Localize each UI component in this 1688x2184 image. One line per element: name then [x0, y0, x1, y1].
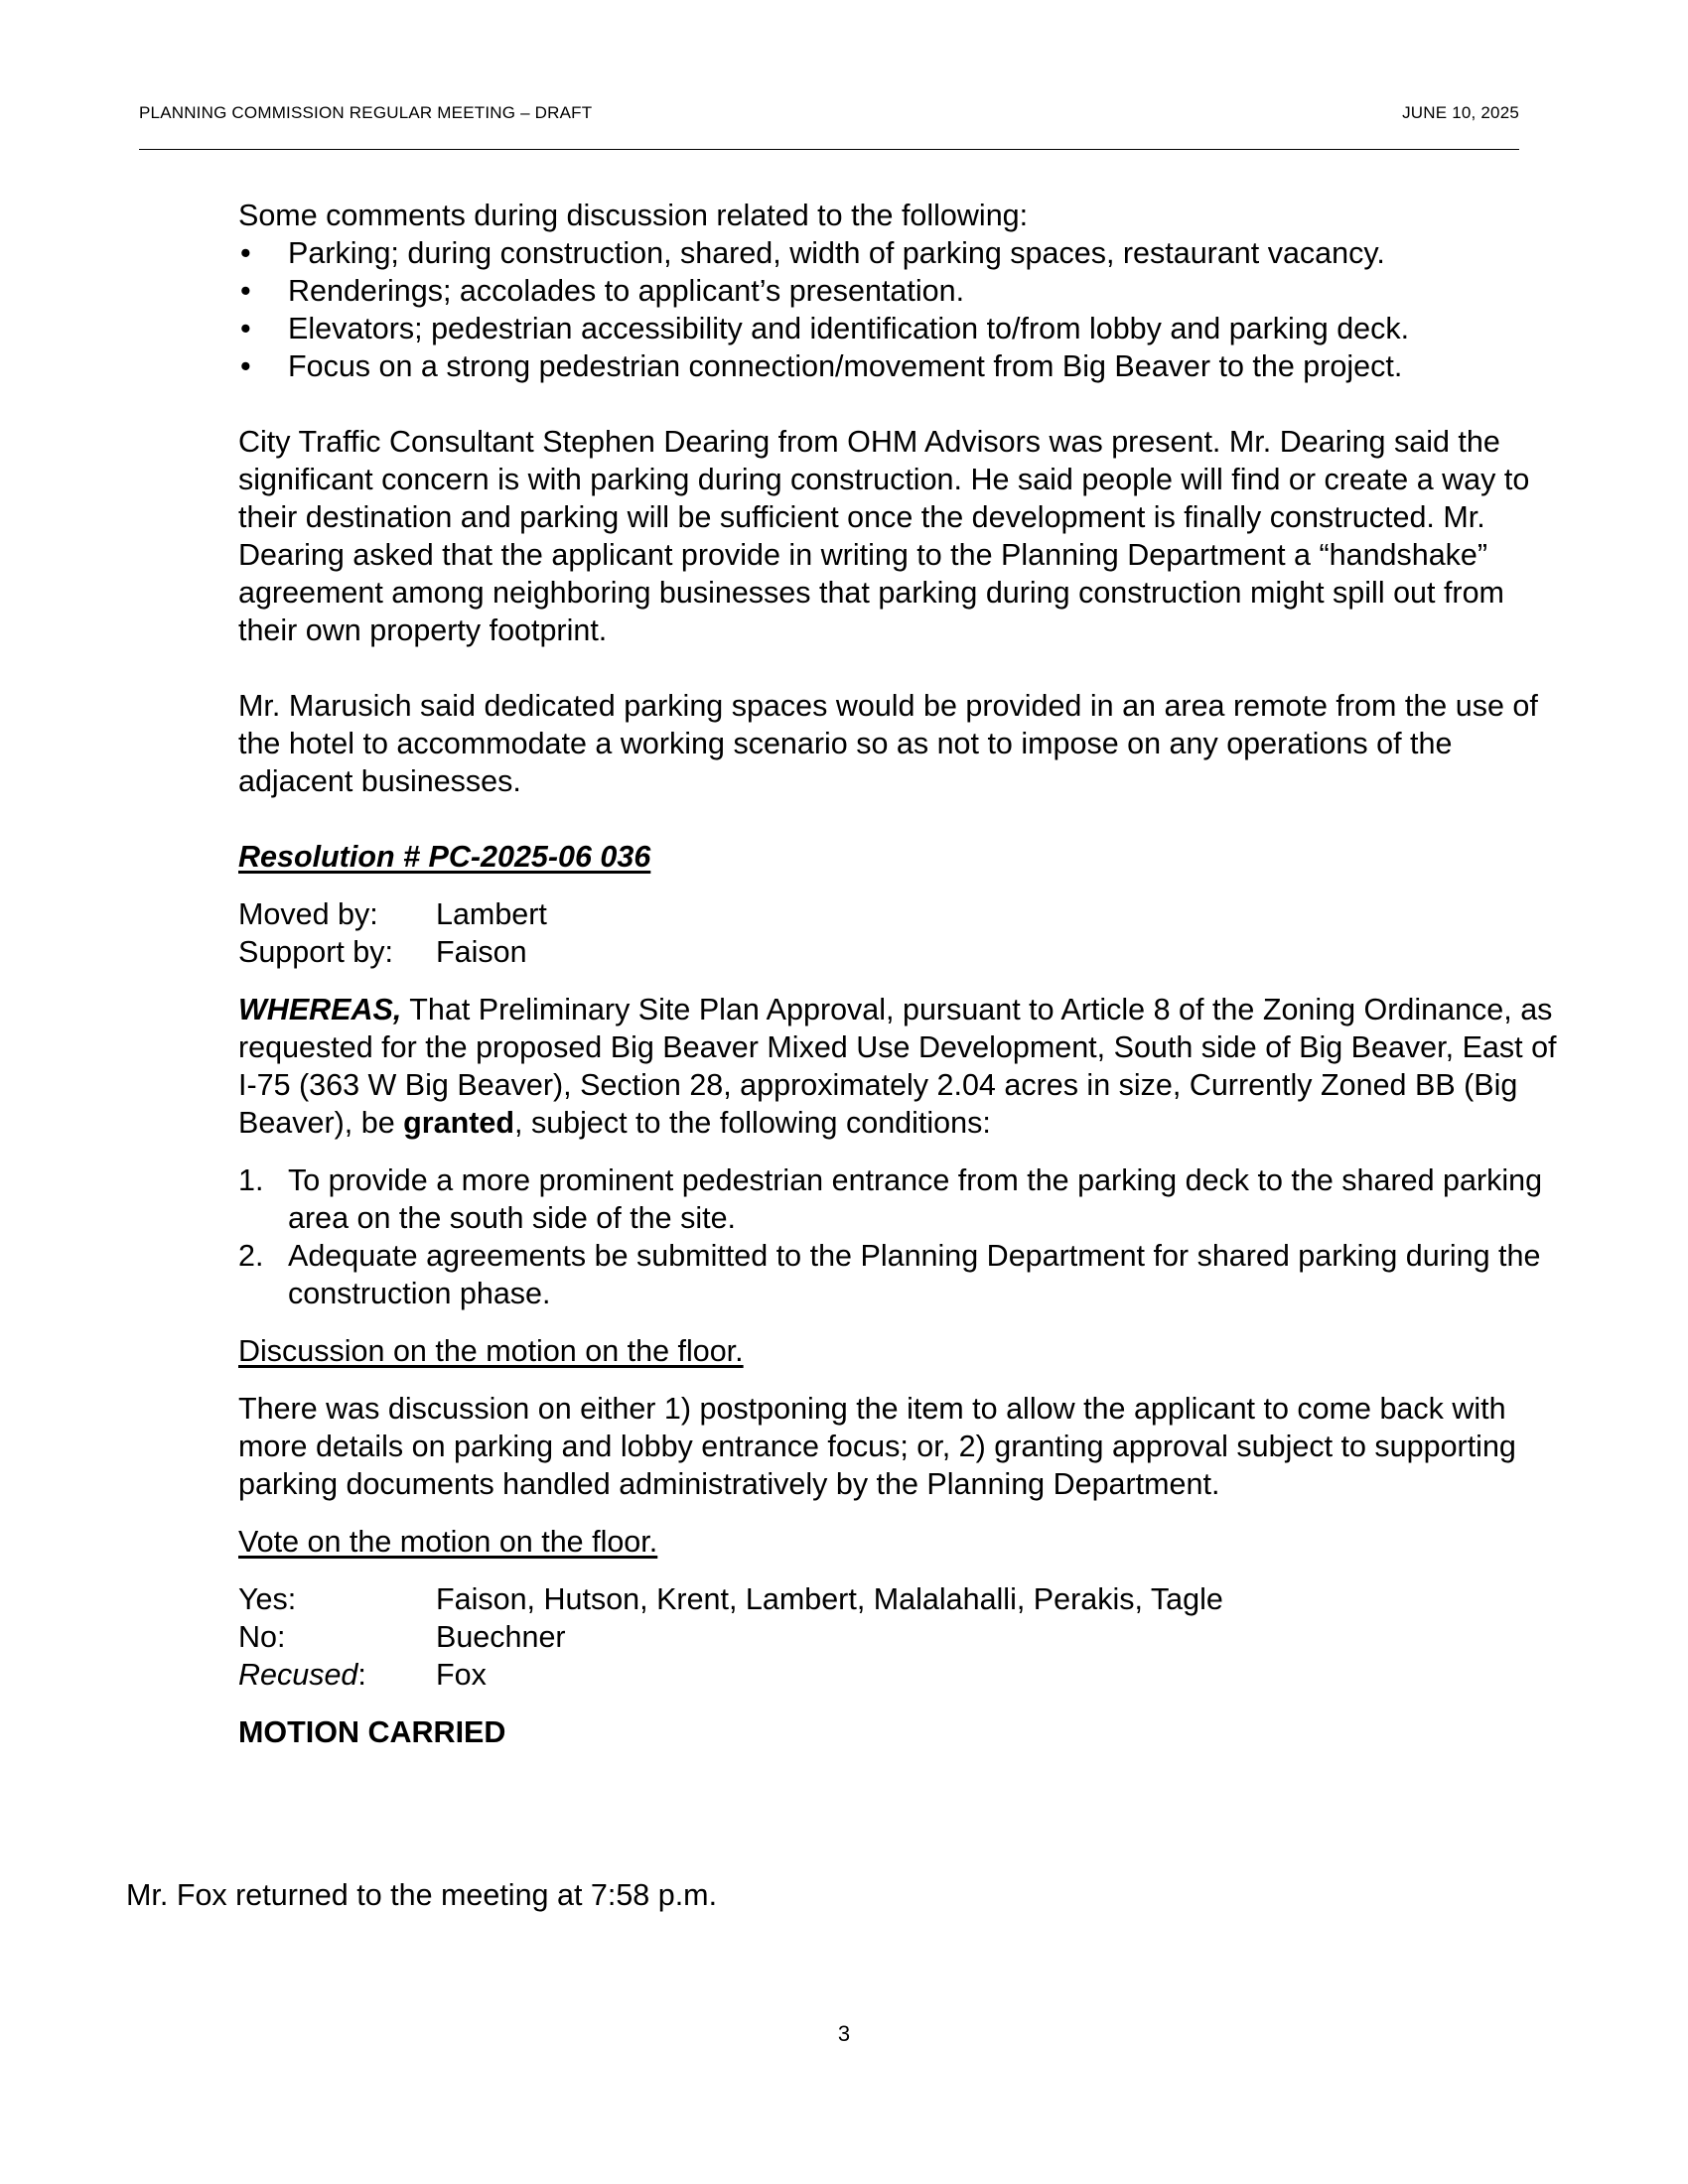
vote-no-value: Buechner	[436, 1620, 566, 1654]
support-by-label: Support by:	[238, 935, 393, 969]
moved-by-row	[238, 895, 1559, 933]
vote-heading: Vote on the motion on the floor.	[238, 1525, 658, 1559]
list-item	[238, 1161, 1559, 1237]
condition-text: Adequate agreements be submitted to the Planning Department for shared parking during the construction phase.	[288, 1239, 1541, 1310]
whereas-granted: granted	[403, 1106, 514, 1140]
resolution-title: Resolution # PC-2025-06 036	[238, 840, 651, 874]
condition-text: To provide a more prominent pedestrian entrance from the parking deck to the shared parking area on the south side of the site.	[288, 1163, 1543, 1235]
list-item: • Focus on a strong pedestrian connection/movement from Big Beaver to the project.	[240, 349, 1403, 383]
discussion-heading: Discussion on the motion on the floor.	[238, 1334, 744, 1368]
vote-yes-row	[238, 1580, 1559, 1618]
bullet-icon: •	[240, 312, 251, 345]
header-meeting-title: PLANNING COMMISSION REGULAR MEETING – DRAFT	[139, 103, 593, 122]
marusich-paragraph: Mr. Marusich said dedicated parking spaces would be provided in an area remote from the use of the hotel to accommodate a working scenario so as not to impose on any operations of the adjacent businesses.	[238, 689, 1538, 798]
list-item	[238, 1237, 1559, 1312]
condition-number: 1.	[238, 1163, 264, 1197]
discussion-intro: Some comments during discussion related to the following:	[238, 199, 1029, 232]
vote-yes-value: Faison, Hutson, Krent, Lambert, Malalahalli, Perakis, Tagle	[436, 1582, 1223, 1616]
header-date: JUNE 10, 2025	[1402, 103, 1519, 122]
header-divider	[139, 149, 1519, 150]
document-body	[238, 197, 1559, 1751]
vote-recused-label: Recused:	[238, 1658, 366, 1692]
support-by-row	[238, 933, 1559, 971]
bullet-icon: •	[240, 349, 251, 383]
list-item: • Parking; during construction, shared, width of parking spaces, restaurant vacancy.	[240, 236, 1385, 270]
whereas-text-end: , subject to the following conditions:	[514, 1106, 991, 1140]
vote-recused-value: Fox	[436, 1658, 487, 1692]
vote-no-label: No:	[238, 1620, 286, 1654]
bullet-icon: •	[240, 236, 251, 270]
whereas-lead: WHEREAS,	[238, 993, 402, 1026]
support-by-value: Faison	[436, 935, 527, 969]
conditions-list	[238, 1161, 1559, 1312]
traffic-consultant-paragraph: City Traffic Consultant Stephen Dearing from OHM Advisors was present. Mr. Dearing said the significant concern is with parking during construction. He said people will find or create a way to their destination and parking will be sufficient once the development is finally constructed. Mr. Dearing asked that the applicant provide in writing to the Planning Department a “handshake” agreement among neighboring businesses that parking during construction might spill out from their own property footprint.	[238, 425, 1530, 647]
page-number: 3	[837, 2021, 851, 2046]
fox-returned-note: Mr. Fox returned to the meeting at 7:58 p.m.	[126, 1878, 718, 1912]
whereas-text: That Preliminary Site Plan Approval, pursuant to Article 8 of the Zoning Ordinance, as requested for the proposed Big Beaver Mixed Use Development, South side of Big Beaver, East of I-75 (363 W Big Beaver), Section 28, approximately 2.04 acres in size, Currently Zoned BB (Big Beaver), be	[238, 993, 1557, 1140]
bullet-icon: •	[240, 274, 251, 308]
moved-by-value: Lambert	[436, 897, 547, 931]
motion-result: MOTION CARRIED	[238, 1715, 506, 1749]
vote-recused-row	[238, 1656, 1559, 1694]
moved-by-label: Moved by:	[238, 897, 378, 931]
list-item: • Elevators; pedestrian accessibility and identification to/from lobby and parking deck.	[240, 312, 1410, 345]
whereas-paragraph	[238, 991, 1559, 1142]
condition-number: 2.	[238, 1239, 264, 1273]
vote-no-row	[238, 1618, 1559, 1656]
discussion-paragraph: There was discussion on either 1) postponing the item to allow the applicant to come back with more details on parking and lobby entrance focus; or, 2) granting approval subject to supporting parking documents handled administratively by the Planning Department.	[238, 1392, 1516, 1501]
comment-bullet-list	[238, 234, 1559, 385]
vote-yes-label: Yes:	[238, 1582, 297, 1616]
list-item: • Renderings; accolades to applicant’s presentation.	[240, 274, 965, 308]
